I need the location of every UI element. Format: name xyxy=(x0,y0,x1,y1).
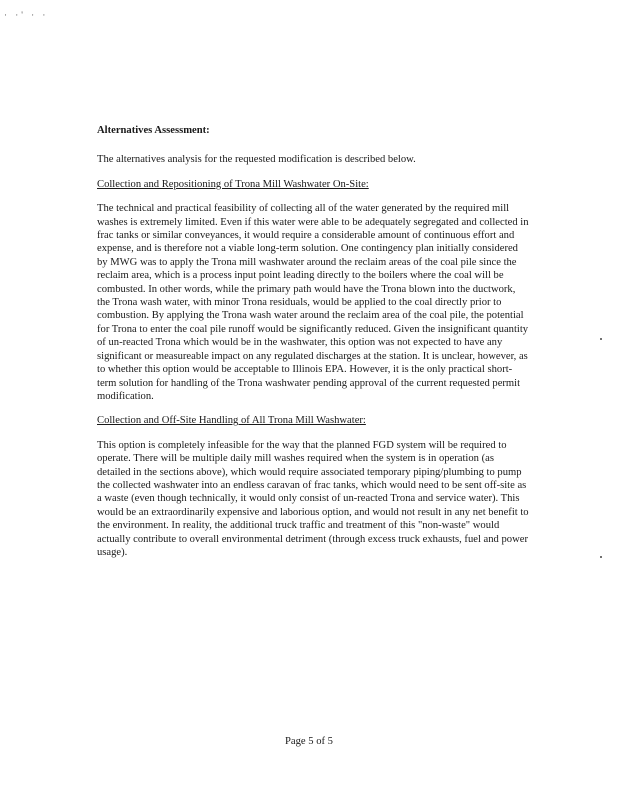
section-heading: Alternatives Assessment: xyxy=(97,125,210,136)
margin-speck xyxy=(600,556,602,558)
document-body xyxy=(97,124,529,570)
page-number: Page 5 of 5 xyxy=(285,736,333,747)
scan-marks: · ·' · · xyxy=(4,10,49,20)
subsection-body-offsite: This option is completely infeasible for the way that the planned FGD system will be required to operate. There will be multiple daily mill washes required when the system is in operation (as detailed in the sections above), which would require associated temporary piping/plumbing to pump the collected washwater into an endless caravan of frac tanks, which would need to be sent off-site as a waste (even though technically, it would only consist of un-reacted Trona and service water). This would be an extraordinarily expensive and laborious option, and would not result in any net benefit to the environment. In reality, the additional truck traffic and treatment of this "non-waste" would actually contribute to overall environmental detriment (through excess truck exhausts, fuel and power usage). xyxy=(97,439,529,558)
margin-speck xyxy=(600,338,602,340)
subsection-body-onsite: The technical and practical feasibility of collecting all of the water generated by the required mill washes is extremely limited. Even if this water were able to be adequately segregated and collected in frac tanks or similar conveyances, it would require a considerable amount of continuous effort and expense, and is therefore not a viable long-term solution. One contingency plan initially considered by MWG was to apply the Trona mill washwater around the reclaim areas of the coal pile since the reclaim area, which is a process input point leading directly to the boilers where the coal will be combusted. In other words, while the primary path would have the Trona blown into the ductwork, the Trona wash water, with minor Trona residuals, would be applied to the coal directly prior to combustion. By applying the Trona wash water around the reclaim area of the coal pile, the potential for Trona to enter the coal pile runoff would be significantly reduced. Given the insignificant quantity of un-reacted Trona which would be in the washwater, this option was not expected to have any significant or measureable impact on any regulated discharges at the station. It is unclear, however, as to whether this option would be acceptable to Illinois EPA. However, it is the only practical short-term solution for handling of the Trona washwater pending approval of the current requested permit modification. xyxy=(97,203,529,402)
subsection-title-offsite: Collection and Off-Site Handling of All Trona Mill Washwater: xyxy=(97,415,366,427)
subsection-title-onsite: Collection and Repositioning of Trona Mill Washwater On-Site: xyxy=(97,178,369,190)
intro-paragraph: The alternatives analysis for the requested modification is described below. xyxy=(97,154,416,166)
